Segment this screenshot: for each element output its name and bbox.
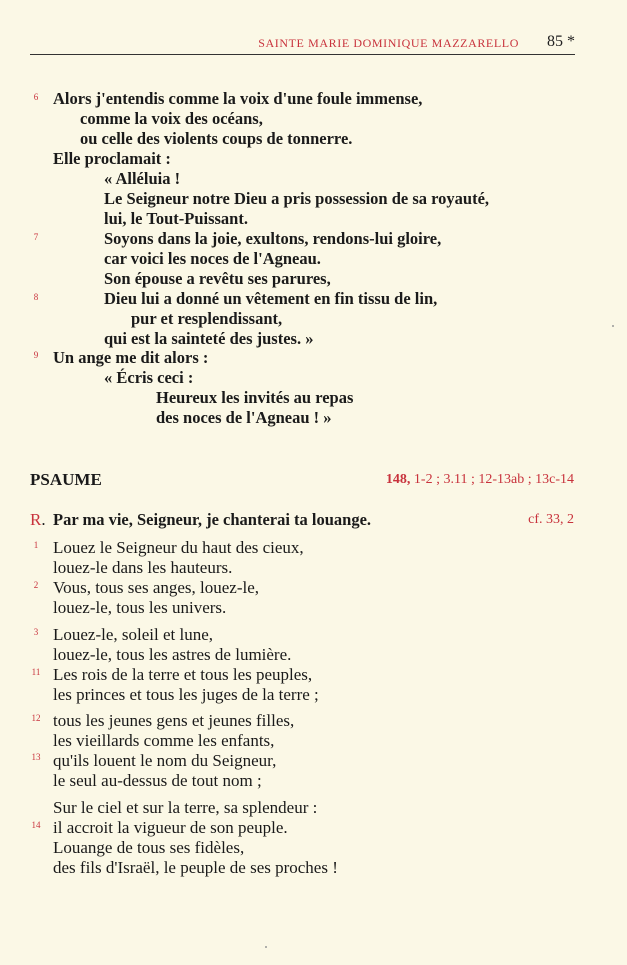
refrain-text: Par ma vie, Seigneur, je chanterai ta louange. bbox=[53, 510, 372, 529]
psalm-line: qu'ils louent le nom du Seigneur, bbox=[53, 751, 277, 770]
reading-line: Le Seigneur notre Dieu a pris possession de sa royauté, bbox=[104, 189, 490, 208]
reading-line: Dieu lui a donné un vêtement en fin tissu de lin, bbox=[104, 289, 438, 308]
reading-line: « Alléluia ! bbox=[104, 169, 181, 188]
refrain-symbol bbox=[30, 510, 46, 530]
psalm-number: 148, bbox=[385, 472, 411, 487]
reading-line: lui, le Tout-Puissant. bbox=[104, 209, 248, 228]
refrain-citation: cf. 33, 2 bbox=[528, 512, 574, 527]
psalm-line: il accroit la vigueur de son peuple. bbox=[53, 818, 288, 837]
paper-speck bbox=[612, 325, 614, 327]
psalm-line: Louange de tous ses fidèles, bbox=[53, 838, 245, 857]
reading-line: Son épouse a revêtu ses parures, bbox=[104, 269, 331, 288]
reading-line: Un ange me dit alors : bbox=[53, 348, 209, 367]
reading-line: « Écris ceci : bbox=[104, 368, 194, 387]
verse-number: 2 bbox=[33, 580, 39, 590]
psalm-line: Louez le Seigneur du haut des cieux, bbox=[53, 538, 304, 557]
verse-number: 14 bbox=[31, 820, 41, 830]
psalm-reference bbox=[386, 472, 574, 488]
reading-line: Heureux les invités au repas bbox=[156, 388, 354, 407]
page-number: 85 * bbox=[547, 33, 575, 50]
verse-number: 12 bbox=[31, 713, 41, 723]
refrain-dot: . bbox=[41, 510, 46, 529]
psalm-line: Louez-le, soleil et lune, bbox=[53, 625, 214, 644]
psalm-line: Sur le ciel et sur la terre, sa splendeur : bbox=[53, 798, 318, 817]
reading-line: ou celle des violents coups de tonnerre. bbox=[80, 129, 353, 148]
verse-number: 9 bbox=[33, 350, 39, 360]
psalm-line: louez-le, tous les univers. bbox=[53, 598, 227, 617]
psalm-verses: 1-2 ; 3.11 ; 12-13ab ; 13c-14 bbox=[413, 472, 574, 487]
psalm-line: louez-le, tous les astres de lumière. bbox=[53, 645, 292, 664]
psalm-line: le seul au-dessus de tout nom ; bbox=[53, 771, 262, 790]
reading-line: comme la voix des océans, bbox=[80, 109, 263, 128]
running-header bbox=[30, 30, 575, 55]
psalm-line: des fils d'Israël, le peuple de ses proches ! bbox=[53, 858, 338, 877]
verse-number: 13 bbox=[31, 752, 41, 762]
paper-speck bbox=[265, 946, 267, 948]
verse-number: 11 bbox=[31, 667, 41, 677]
psalm-line: les princes et tous les juges de la terre ; bbox=[53, 685, 319, 704]
psalm-line: tous les jeunes gens et jeunes filles, bbox=[53, 711, 295, 730]
psalm-line: louez-le dans les hauteurs. bbox=[53, 558, 233, 577]
reading-line: des noces de l'Agneau ! » bbox=[156, 408, 332, 427]
psalm-line: Les rois de la terre et tous les peuples, bbox=[53, 665, 313, 684]
refrain-r: R bbox=[30, 510, 42, 529]
reading-line: qui est la sainteté des justes. » bbox=[104, 329, 314, 348]
verse-number: 7 bbox=[33, 232, 39, 242]
psalm-title: PSAUME bbox=[30, 470, 102, 489]
reading-line: car voici les noces de l'Agneau. bbox=[104, 249, 321, 268]
psalm-line: les vieillards comme les enfants, bbox=[53, 731, 275, 750]
verse-number: 8 bbox=[33, 292, 39, 302]
verse-number: 1 bbox=[33, 540, 39, 550]
psalm-line: Vous, tous ses anges, louez-le, bbox=[53, 578, 260, 597]
reading-line: Soyons dans la joie, exultons, rendons-lui gloire, bbox=[104, 229, 442, 248]
verse-number: 6 bbox=[33, 92, 39, 102]
verse-number: 3 bbox=[33, 627, 39, 637]
running-header-title: SAINTE MARIE DOMINIQUE MAZZARELLO bbox=[258, 36, 519, 50]
reading-line: Alors j'entendis comme la voix d'une foule immense, bbox=[53, 89, 423, 108]
reading-line: Elle proclamait : bbox=[53, 149, 171, 168]
reading-line: pur et resplendissant, bbox=[131, 309, 283, 328]
